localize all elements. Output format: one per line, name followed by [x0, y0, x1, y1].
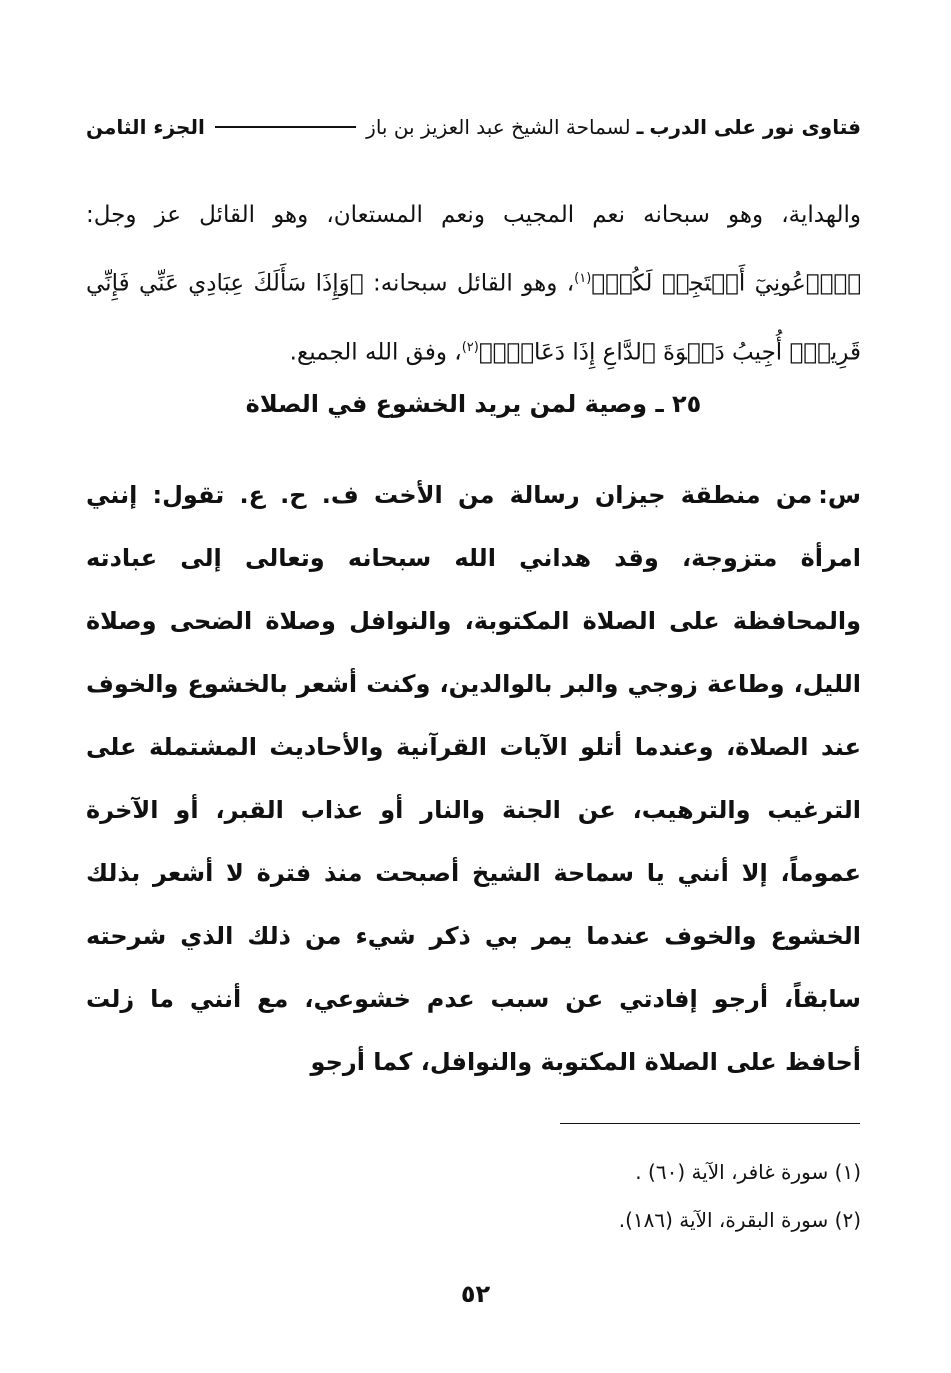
footnote-ref-1[interactable]: (١) [574, 271, 592, 286]
running-header [86, 112, 861, 142]
intro-paragraph [86, 184, 861, 384]
footnote-ref-2[interactable]: (٢) [461, 339, 479, 355]
footnote-1: (١) سورة غافر، الآية (٦٠) . [635, 1160, 861, 1184]
header-rule [215, 126, 356, 128]
section-title: ٢٥ ـ وصية لمن يريد الخشوع في الصلاة [245, 390, 702, 418]
question-label: س: [818, 481, 861, 509]
part-label: الجزء الثامن [86, 115, 205, 139]
footnote-divider [560, 1123, 860, 1124]
question-text: من منطقة جيزان رسالة من الأخت ف. ح. ع. تقول: إنني امرأة متزوجة، وقد هداني الله سبحانه وتعالى إلى عبادته والمحافظة على الصلاة المكتوبة، والنوافل وصلاة الضحى وصلاة الليل، وطاعة زوجي والبر بالوالدين، وكنت أشعر بالخشوع والخوف عند الصلاة، وعندما أتلو الآيات القرآنية والأحاديث المشتملة على الترغيب والترهيب، عن الجنة والنار أو عذاب القبر، أو الآخرة عموماً، إلا أنني يا سماحة الشيخ أصبحت منذ فترة لا أشعر بذلك الخشوع والخوف عندما يمر بي ذكر شيء من ذلك الذي شرحته سابقاً، أرجو إفادتي عن سبب عدم خشوعي، مع أنني ما زلت أحافظ على الصلاة المكتوبة والنوافل، كما أرجو [86, 481, 861, 1076]
header-dash: ـ [636, 115, 644, 139]
quran-verse-2: ﴿وَإِذَا سَأَلَكَ عِبَادِي عَنِّي فَإِنِّي قَرِيبٌۖ أُجِيبُ دَعۡوَةَ ٱلدَّاعِ إِذَا دَعَانِۖ﴾ [86, 270, 861, 366]
intro-text-3: ، وفق الله الجميع. [289, 339, 462, 366]
page-number: ٥٢ [460, 1280, 491, 1308]
quran-verse-1: ﴿ٱدۡعُونِيٓ أَسۡتَجِبۡ لَكُمۡ﴾ [591, 270, 862, 297]
footnotes-list [86, 1148, 861, 1244]
intro-text-2: ، وهو القائل سبحانه: [363, 270, 575, 297]
intro-text-1: والهداية، وهو سبحانه نعم المجيب ونعم المستعان، وهو القائل عز وجل: [86, 202, 861, 228]
book-title: فتاوى نور على الدرب [649, 115, 861, 139]
footnote-2: (٢) سورة البقرة، الآية (١٨٦). [618, 1208, 861, 1232]
author-line: لسماحة الشيخ عبد العزيز بن باز [366, 115, 631, 139]
question-paragraph [86, 464, 861, 1094]
